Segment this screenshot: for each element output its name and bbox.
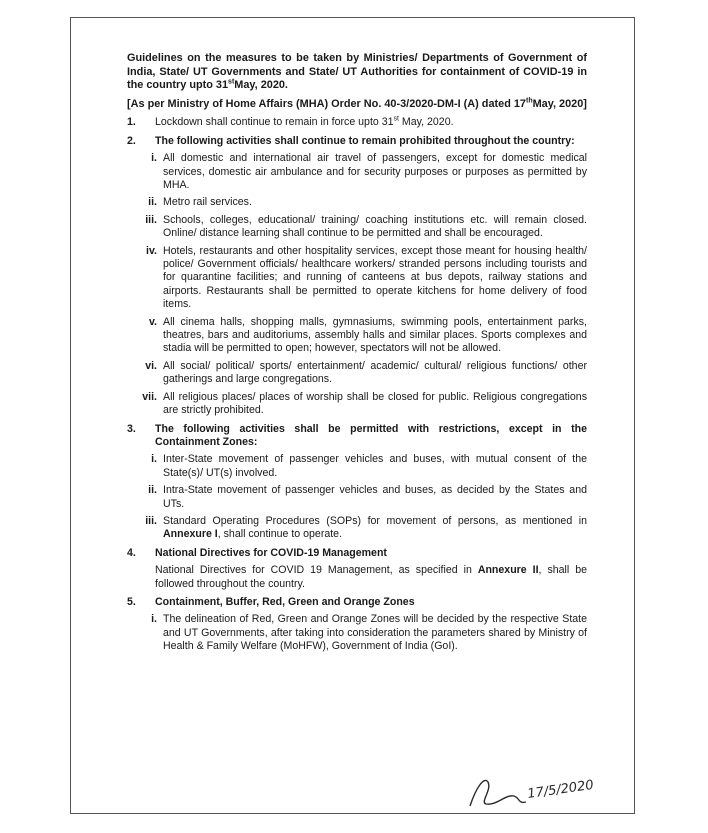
roman-numeral: v. [148,315,157,328]
roman-numeral: iii. [145,514,157,527]
list-item-text: All cinema halls, shopping malls, gymnasiums, swimming pools, entertainment parks, theatres, bars and auditoriums, assembly halls and similar places. Sports complexes and stadia will be permitted to open; however, spectators will not be allowed. [163,315,587,355]
item-number: 5. [127,595,136,608]
list-item-text: Intra-State movement of passenger vehicles and buses, as decided by the States and UTs. [163,484,587,510]
list-item [127,214,587,241]
directives-text: National Directives for COVID 19 Management, as specified in [155,564,478,577]
item-number: 4. [127,546,136,559]
roman-numeral: i. [151,152,157,165]
list-item [127,360,587,387]
list-item-text: The delineation of Red, Green and Orange Zones will be decided by the respective State and UT Governments, after taking into consideration the parameters shared by Ministry of Health & Family Welfare (MoHFW), Government of India (GoI). [163,613,587,653]
annexure-ref: Annexure II [477,564,539,577]
signature [466,768,606,813]
signature-stroke [470,780,526,806]
item-number: 2. [127,134,136,147]
list-item-text [163,515,587,542]
list-item-text: Hotels, restaurants and other hospitality services, except those meant for housing health/ police/ Government officials/ healthcare workers/ stranded persons including tourists and for quarantine facilities; and running of canteens at bus depots, railway stations and airports. Restaurants shall be permitted to operate kitchens for home delivery of food items. [163,244,587,311]
annexure-ref: Annexure I [163,528,218,541]
document-content [127,52,587,654]
sop-text-end: , shall continue to operate. [217,528,343,541]
item-4 [127,547,587,560]
item-1-text: Lockdown shall continue to remain in force upto 31 [155,116,394,129]
item-number: 1. [127,116,136,129]
item-heading: The following activities shall be permitted with restrictions, except in the Containment Zones: [155,422,587,448]
roman-numeral: ii. [148,484,157,497]
item-3 [127,423,587,450]
list-item [127,613,587,653]
subtitle-sup: th [526,97,533,105]
sop-text: Standard Operating Procedures (SOPs) for movement of persons, as mentioned in [163,514,587,527]
subtitle-text: [As per Ministry of Home Affairs (MHA) Order No. 40-3/2020-DM-I (A) dated 17 [127,97,526,110]
item-heading: Containment, Buffer, Red, Green and Orange Zones [155,595,415,608]
list-item-text: Inter-State movement of passenger vehicles and buses, with mutual consent of the State(s)/ UT(s) involved. [163,453,587,479]
roman-numeral: ii. [148,196,157,209]
zones-list [127,613,587,653]
list-item [127,484,587,511]
list-item-text: Schools, colleges, educational/ training/ coaching institutions etc. will remain closed. Online/ distance learning shall continue to be permitted and shall be encouraged. [163,213,587,240]
item-1-end: May, 2020. [398,116,454,129]
list-item [127,196,587,209]
document-title [127,52,587,93]
item-1 [127,116,587,129]
item-2 [127,135,587,148]
item-number: 3. [127,422,136,435]
roman-numeral: i. [151,453,157,466]
roman-numeral: iv. [146,244,157,257]
list-item [127,391,587,418]
document-subtitle [127,98,587,112]
signature-date: 17/5/2020 [526,777,595,802]
list-item [127,152,587,192]
document-page [70,17,635,814]
roman-numeral: vi. [145,359,157,372]
restricted-list [127,453,587,541]
directives-text-end: , shall be followed throughout the country. [155,564,587,590]
prohibited-list [127,152,587,417]
item-text [155,116,587,129]
list-item [127,515,587,542]
list-item-text: Metro rail services. [163,196,252,209]
item-heading: National Directives for COVID-19 Management [155,546,387,559]
list-item-text: All religious places/ places of worship shall be closed for public. Religious congregations are strictly prohibited. [163,390,587,417]
item-heading: The following activities shall continue to remain prohibited throughout the country: [155,134,575,147]
list-item [127,453,587,480]
title-sup: st [228,78,235,86]
list-item [127,316,587,356]
roman-numeral: i. [151,613,157,626]
subtitle-end: May, 2020] [532,97,587,110]
item-1-sup: st [393,115,399,123]
title-end: May, 2020. [234,79,288,92]
list-item-text: All social/ political/ sports/ entertainment/ academic/ cultural/ religious functions/ other gatherings and large congregations. [163,359,587,386]
list-item-text: All domestic and international air travel of passengers, except for domestic medical services, domestic air ambulance and for security purposes or purposes as permitted by MHA. [163,152,587,191]
item-5 [127,596,587,609]
roman-numeral: vii. [142,390,157,403]
list-item [127,245,587,312]
directives-paragraph [155,564,587,591]
title-text: Guidelines on the measures to be taken by Ministries/ Departments of Government of India, State/ UT Governments and State/ UT Authorities for containment of COVID-19 in the country upto 31 [127,52,587,92]
roman-numeral: iii. [145,213,157,226]
